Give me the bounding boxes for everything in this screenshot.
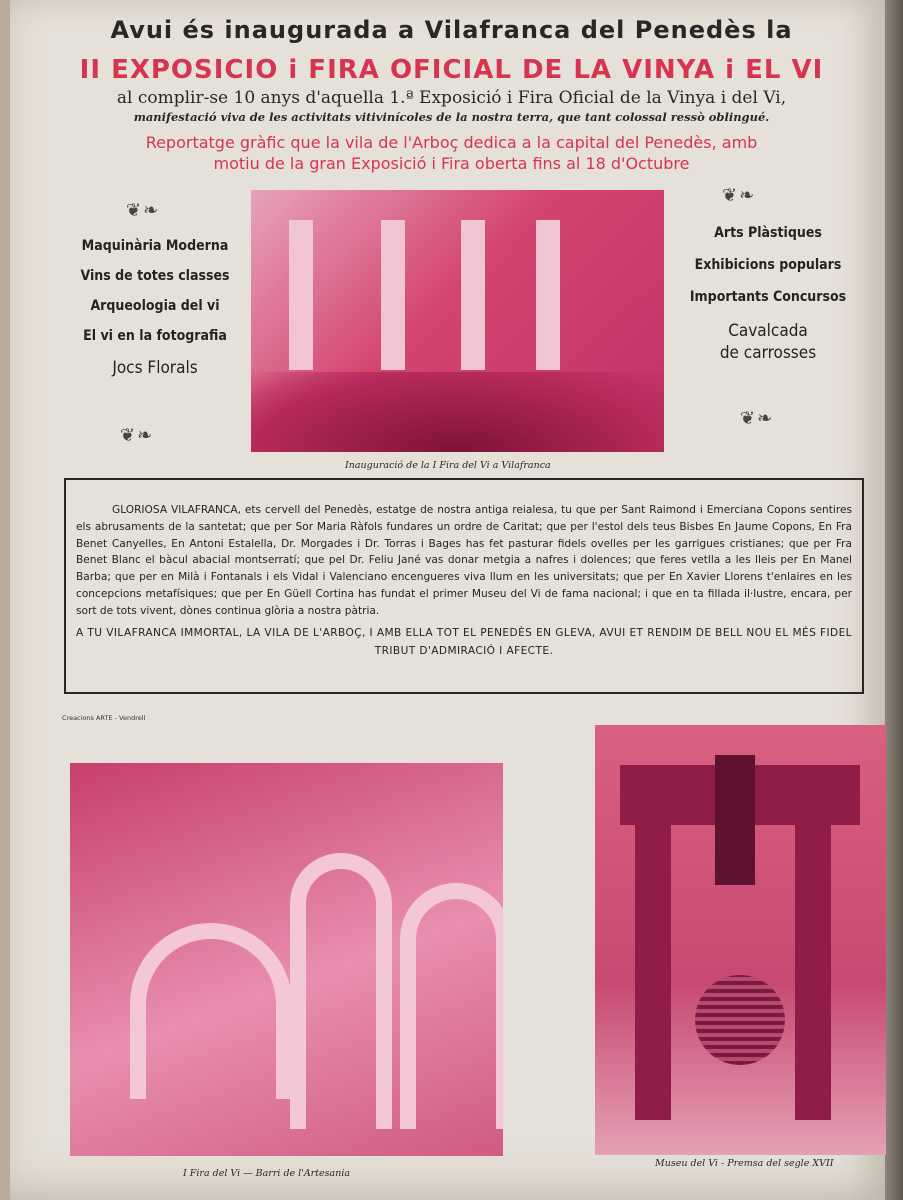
column-shape xyxy=(289,220,313,370)
headline-dedication xyxy=(0,132,903,174)
features-left-list xyxy=(55,238,255,392)
list-item: Exhibicions populars xyxy=(694,257,842,273)
column-shape xyxy=(461,220,485,370)
arch-shape xyxy=(290,853,392,1129)
column-shape xyxy=(536,220,560,370)
headline-anniversary: al complir-se 10 anys d'aquella 1.ª Exposició i Fira Oficial de la Vinya i del Vi, xyxy=(116,88,787,108)
photo-inauguration xyxy=(251,190,664,452)
headline-dedication-line1: Reportatge gràfic que la vila de l'Arboç dedica a la capital del Penedès, amb xyxy=(145,133,758,152)
flourish-ornament-icon: ❦❧ xyxy=(722,185,757,206)
flourish-ornament-icon: ❦❧ xyxy=(120,425,155,446)
column-shape xyxy=(381,220,405,370)
list-item: Jocs Florals xyxy=(112,358,198,378)
page-edge xyxy=(885,0,903,1200)
press-post-shape xyxy=(635,820,671,1120)
arch-shape xyxy=(130,923,292,1099)
crowd-shape xyxy=(251,372,664,452)
photo-caption-top: Inauguració de la I Fira del Vi a Vilafranca xyxy=(345,460,551,471)
flourish-ornament-icon: ❦❧ xyxy=(126,200,161,221)
list-item: de carrosses xyxy=(719,343,817,363)
headline-dedication-line2: motiu de la gran Exposició i Fira oberta fins al 18 d'Octubre xyxy=(213,154,690,173)
headline-intro: Avui és inaugurada a Vilafranca del Penedès la xyxy=(110,16,793,44)
list-item: Arqueologia del vi xyxy=(90,298,220,314)
list-item: El vi en la fotografia xyxy=(83,328,227,344)
list-item: Arts Plàstiques xyxy=(714,225,822,241)
dedication-paragraph: GLORIOSA VILAFRANCA, ets cervell del Penedès, estatge de nostra antiga reialesa, tu que per Sant Raimond i Emerciana Copons sentires els abrusaments de la santetat; que per Sor Maria Ràfols fundares un ordre de Caritat; que per l'estol dels teus Bisbes En Jaume Copons, En Fra Benet Canyelles, En Antoni Estalella, Dr. Morgades i Dr. Torras i Bages has fet pasturar fidels ovelles per les garrigues cristianes; que per Fra Benet Blanc el bàcul abacial montserratí; que pel Dr. Feliu Jané vas donar metgia a nafres i dolences; que feres vetlla a les lleis per En Manel Barba; que per en Milà i Fontanals i els Vidal i Valenciano encengueres viva llum en les universitats; que per En Xavier Llorens t'enlaires en les concepcions metafísiques; que per En Güell Cortina has fundat el primer Museu del Vi de fama nacional; i que en ta fillada il·lustre, encara, per sort de tots vivent, dònes continua glòria a nostra pàtria. xyxy=(76,504,852,617)
dedication-box xyxy=(64,478,864,694)
arch-shape xyxy=(400,883,503,1129)
press-basket-shape xyxy=(695,975,785,1065)
photo-artisan-quarter xyxy=(70,763,503,1156)
printer-credit: Creacions ARTE - Vendrell xyxy=(62,714,146,722)
list-item: Vins de totes classes xyxy=(80,268,230,284)
photo-caption-bottom-left: I Fira del Vi — Barri de l'Artesania xyxy=(183,1168,351,1179)
list-item: Maquinària Moderna xyxy=(81,238,229,254)
press-post-shape xyxy=(795,820,831,1120)
flourish-ornament-icon: ❦❧ xyxy=(740,408,775,429)
features-right-list xyxy=(668,225,868,379)
press-screw-shape xyxy=(715,755,755,885)
headline-title: II EXPOSICIO i FIRA OFICIAL DE LA VINYA i EL VI xyxy=(79,55,824,85)
headline-tagline: manifestació viva de les activitats vitivinícoles de la nostra terra, que tant colossal ressò oblingué. xyxy=(133,110,770,124)
list-item: Cavalcada xyxy=(728,321,808,341)
dedication-closing: A TU VILAFRANCA IMMORTAL, LA VILA DE L'ARBOÇ, I AMB ELLA TOT EL PENEDÈS EN GLEVA, AVUI ET RENDIM DE BELL NOU EL MÉS FIDEL TRIBUT D'ADMIRACIÓ I AFECTE. xyxy=(76,626,852,657)
photo-wine-press xyxy=(595,725,886,1155)
list-item: Importants Concursos xyxy=(689,289,847,305)
photo-caption-bottom-right: Museu del Vi - Premsa del segle XVII xyxy=(655,1158,834,1169)
